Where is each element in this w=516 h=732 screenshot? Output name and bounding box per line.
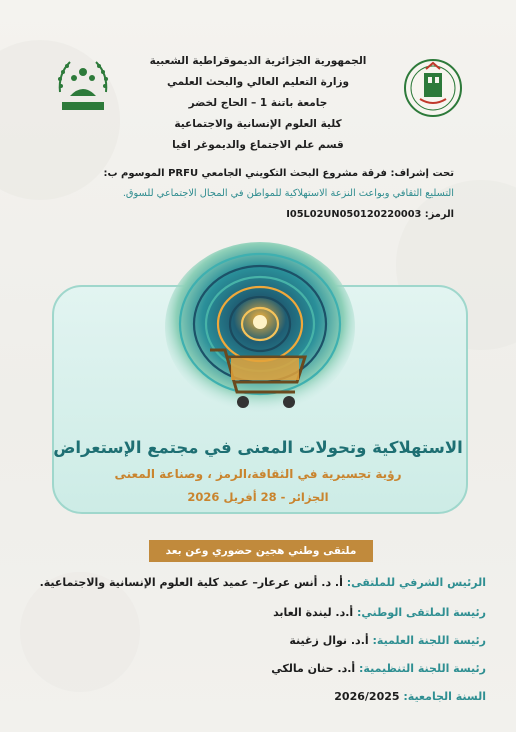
republic-name: الجمهورية الجزائرية الديموقراطية الشعبية [149,55,367,67]
academic-year-value: 2026/2025 [334,690,400,703]
background-decoration [20,572,140,692]
university-name: جامعة باتنة 1 – الحاج لخضر [188,97,328,109]
consumerism-illustration [155,232,365,432]
academic-year-row [334,690,486,703]
committee-label: رئيسة اللجنة التنظيمية: [359,662,486,675]
committee-row [271,662,486,675]
academic-year-label: السنة الجامعية: [403,690,486,703]
committee-label: رئيسة الملتقى الوطني: [357,606,486,619]
supervision-line: تحت إشراف: فرقة مشروع البحث التكويني الجامعي PRFU الموسوم ب: [103,168,454,179]
committee-value: أ.د. نوال زغينة [289,634,369,647]
committee-row [40,576,486,589]
committee-value: أ. د. أنس عرعار– عميد كلية العلوم الإنسانية والاجتماعية. [39,576,343,589]
event-date: الجزائر - 28 أفريل 2026 [187,490,329,504]
committee-row [289,634,486,647]
committee-value: أ.د. ليندة العابد [273,606,354,619]
event-subtitle: رؤية تجسيرية في الثقافة،الرمز ، وصناعة المعنى [114,467,402,481]
committee-label: الرئيس الشرفي للملتقى: [346,576,486,589]
faculty-name: كلية العلوم الإنسانية والاجتماعية [174,118,342,130]
department-name: قسم علم الاجتماع والديموغر افيا [172,139,344,151]
project-code: الرمز: I05L02UN050120220003 [286,209,454,220]
committee-label: رئيسة اللجنة العلمية: [372,634,486,647]
event-format-banner: ملتقى وطني هجين حضوري وعن بعد [149,540,373,562]
event-title: الاستهلاكية وتحولات المعنى في مجتمع الإستعراض [53,438,463,457]
committee-row [273,606,486,619]
ministry-name: وزارة التعليم العالي والبحث العلمي [166,76,350,88]
committee-value: أ.د. حنان مالكي [271,662,356,675]
project-title: التسليع الثقافي وبواعث النزعة الاستهلاكية للمواطن في المجال الاجتماعي للسوق. [122,188,454,199]
